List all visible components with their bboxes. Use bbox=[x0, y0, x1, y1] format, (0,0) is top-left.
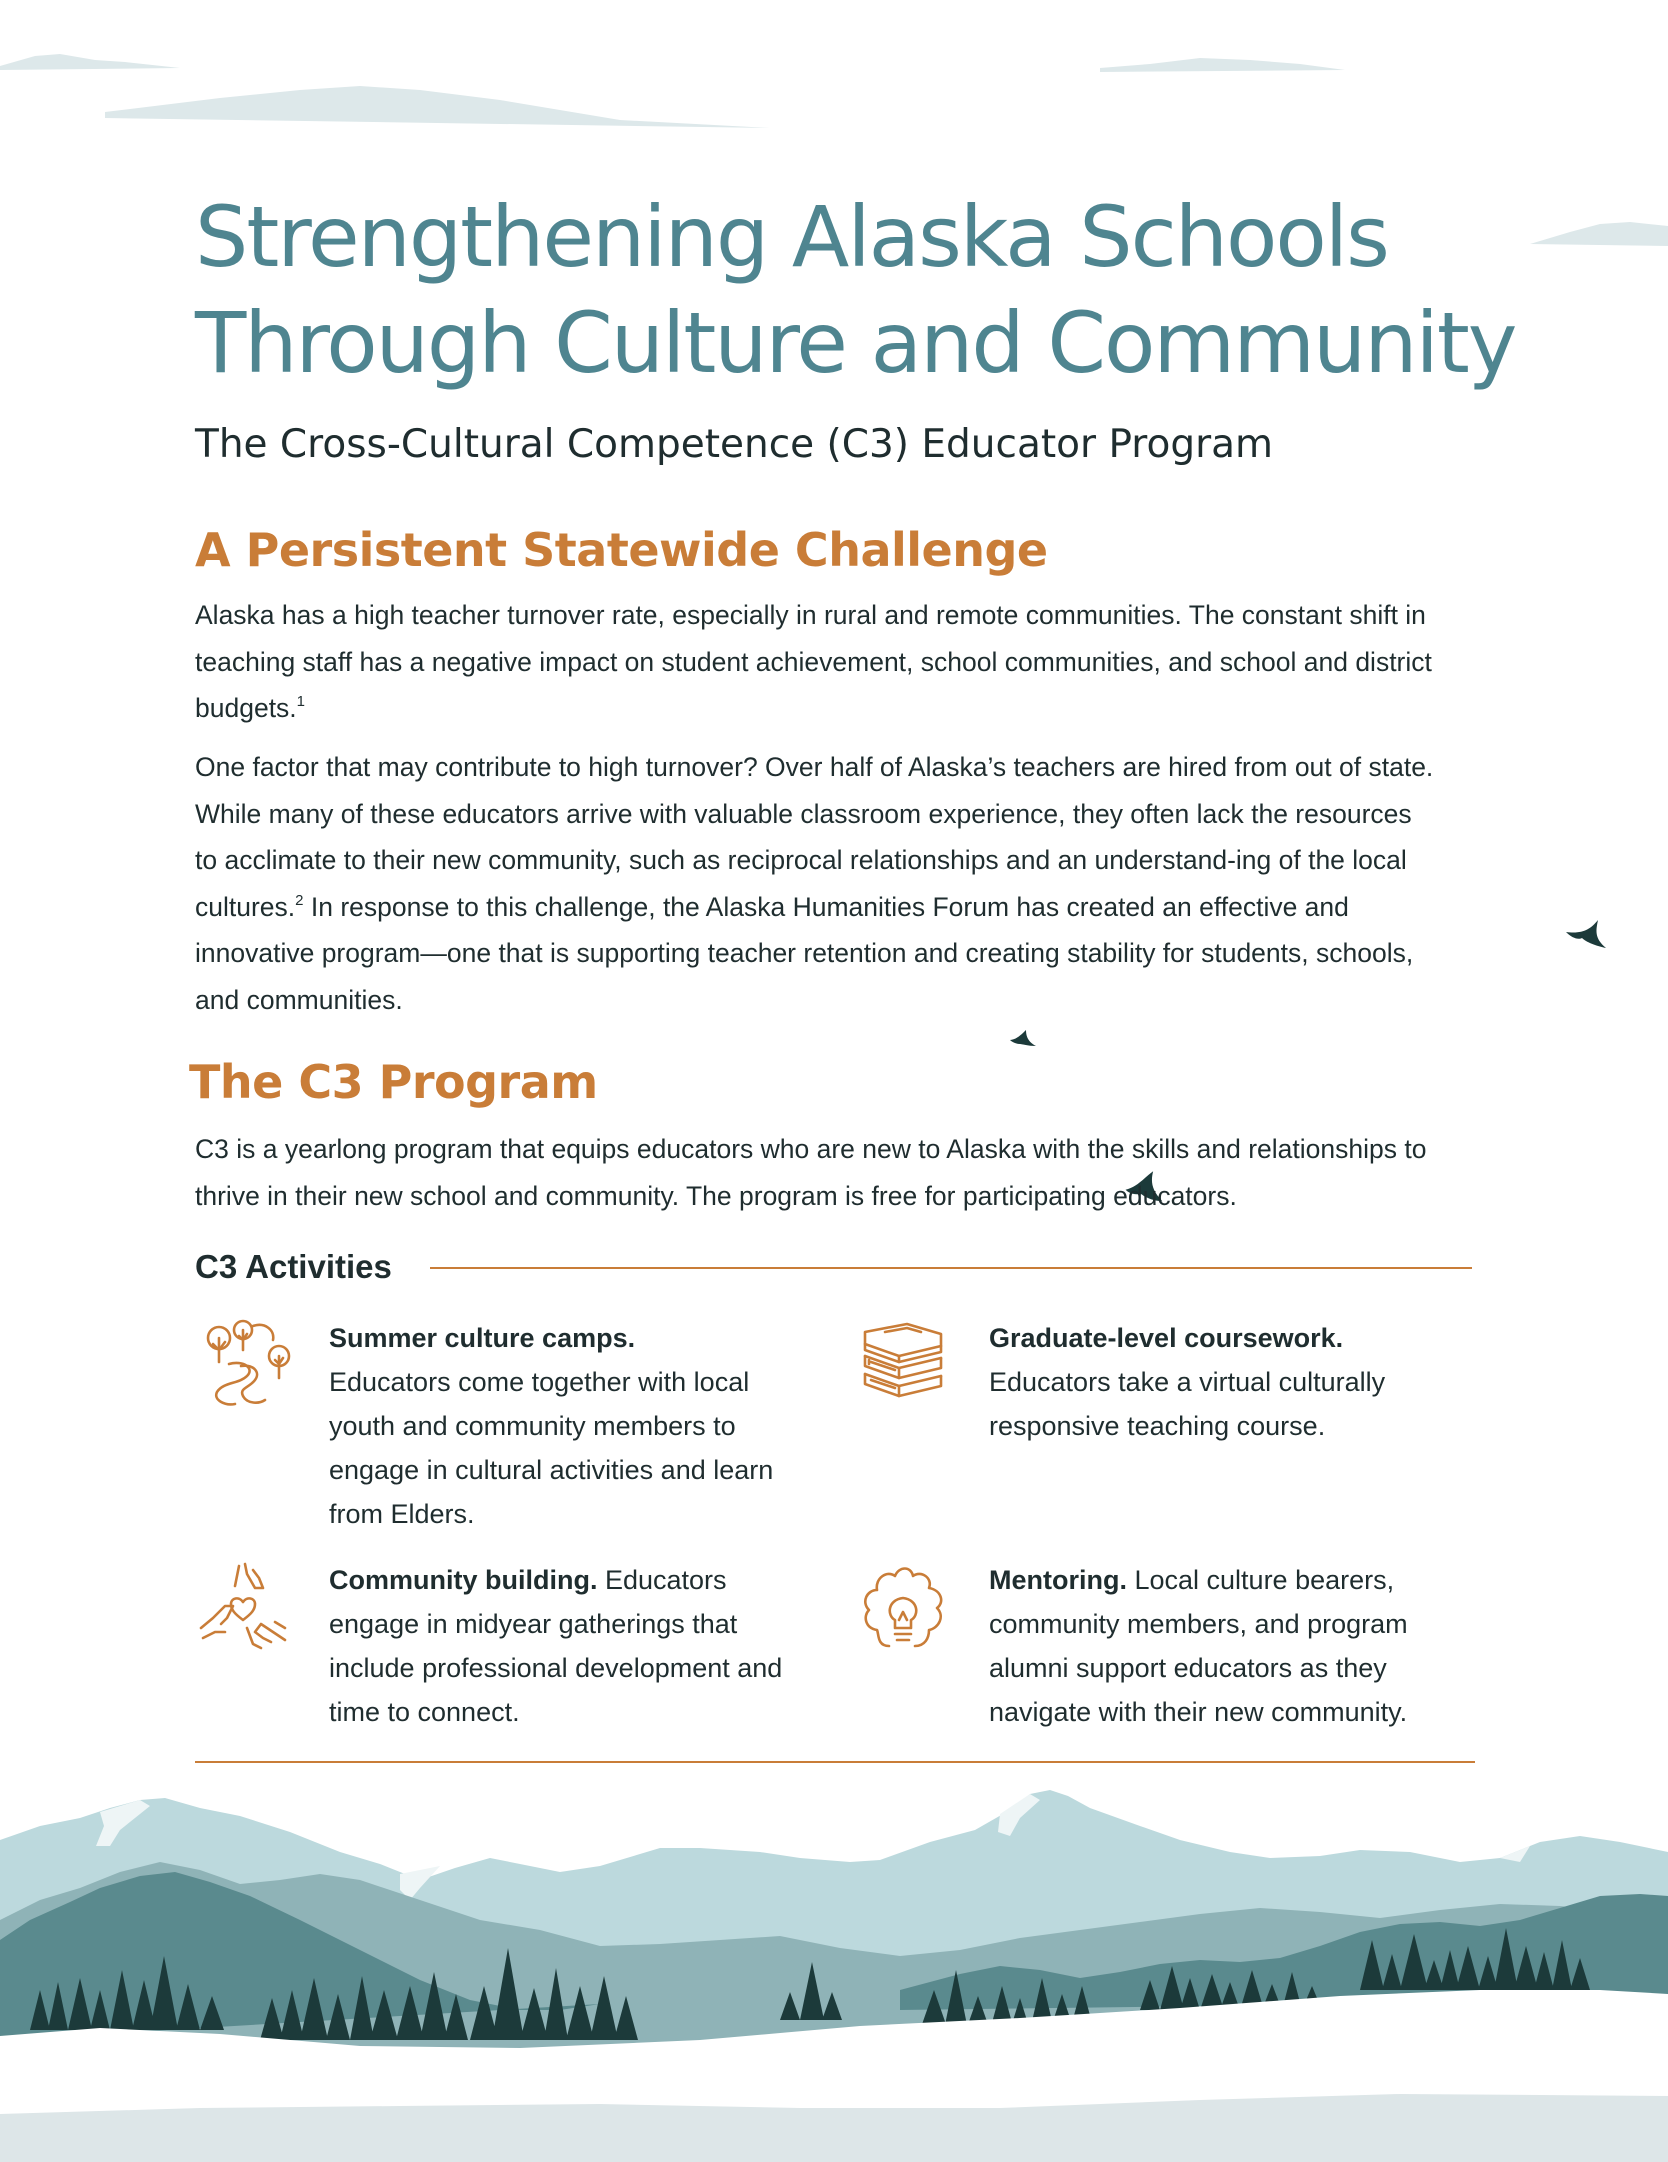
hands-heart-icon bbox=[195, 1558, 291, 1654]
books-icon bbox=[855, 1316, 951, 1412]
mountain-landscape bbox=[0, 1790, 1668, 2162]
activity-coursework-desc: Educators take a virtual culturally responsive teaching course. bbox=[989, 1367, 1386, 1441]
activity-community-building-title: Community building. bbox=[329, 1565, 598, 1595]
forest-path-icon bbox=[195, 1316, 291, 1412]
title-line-2: Through Culture and Community bbox=[195, 294, 1516, 392]
activities-divider bbox=[430, 1267, 1472, 1269]
activities-bottom-divider bbox=[195, 1761, 1475, 1763]
program-paragraph: C3 is a yearlong program that equips educators who are new to Alaska with the skills and relationships to thrive in their new school and community. The program is free for participating educators. bbox=[195, 1134, 1427, 1211]
brain-lightbulb-icon bbox=[855, 1558, 951, 1654]
activity-coursework-title: Graduate-level coursework. bbox=[989, 1323, 1344, 1353]
challenge-p1-text: Alaska has a high teacher turnover rate, especially in rural and remote communities. The constant shift in teaching staff has a negative impact on student achievement, school communities, and school and district budgets. bbox=[195, 600, 1432, 723]
activity-mentoring-text bbox=[989, 1558, 1459, 1734]
activity-mentoring-title: Mentoring. bbox=[989, 1565, 1127, 1595]
activity-summer-camps-desc: Educators come together with local youth and community members to engage in cultural activities and learn from Elders. bbox=[329, 1367, 774, 1529]
activity-mentoring-desc: Local culture bearers, community members, and program alumni support educators as they navigate with their new community. bbox=[989, 1565, 1408, 1727]
challenge-heading: A Persistent Statewide Challenge bbox=[195, 523, 1048, 577]
activity-community-building-desc: Educators engage in midyear gatherings that include professional development and time to connect. bbox=[329, 1565, 783, 1727]
challenge-p2-text-a: One factor that may contribute to high turnover? Over half of Alaska’s teachers are hired from out of state. While many of these educators arrive with valuable classroom experience, they often lack the resources to acclimate to their new community, such as reciprocal relationships and an understand-ing of the local cultures. bbox=[195, 752, 1434, 922]
activity-summer-camps-title: Summer culture camps. bbox=[329, 1323, 636, 1353]
activity-coursework-text bbox=[989, 1316, 1459, 1448]
challenge-paragraph-1 bbox=[195, 592, 1435, 732]
challenge-paragraph-2 bbox=[195, 744, 1435, 1023]
program-heading: The C3 Program bbox=[189, 1055, 598, 1109]
challenge-p2-text-b: In response to this challenge, the Alaska Humanities Forum has created an effective and innovative program—one that is supporting teacher retention and creating stability for students, schools, and communities. bbox=[195, 891, 1414, 1015]
footnote-1: 1 bbox=[296, 693, 306, 710]
page-title bbox=[195, 184, 1516, 396]
activities-header bbox=[195, 1242, 1475, 1292]
footnote-2: 2 bbox=[295, 891, 304, 909]
activity-community-building-text bbox=[329, 1558, 799, 1734]
activity-summer-camps-text bbox=[329, 1316, 799, 1536]
activities-heading: C3 Activities bbox=[195, 1248, 392, 1285]
title-line-1: Strengthening Alaska Schools bbox=[195, 188, 1388, 286]
page-subtitle: The Cross-Cultural Competence (C3) Educator Program bbox=[195, 422, 1274, 467]
